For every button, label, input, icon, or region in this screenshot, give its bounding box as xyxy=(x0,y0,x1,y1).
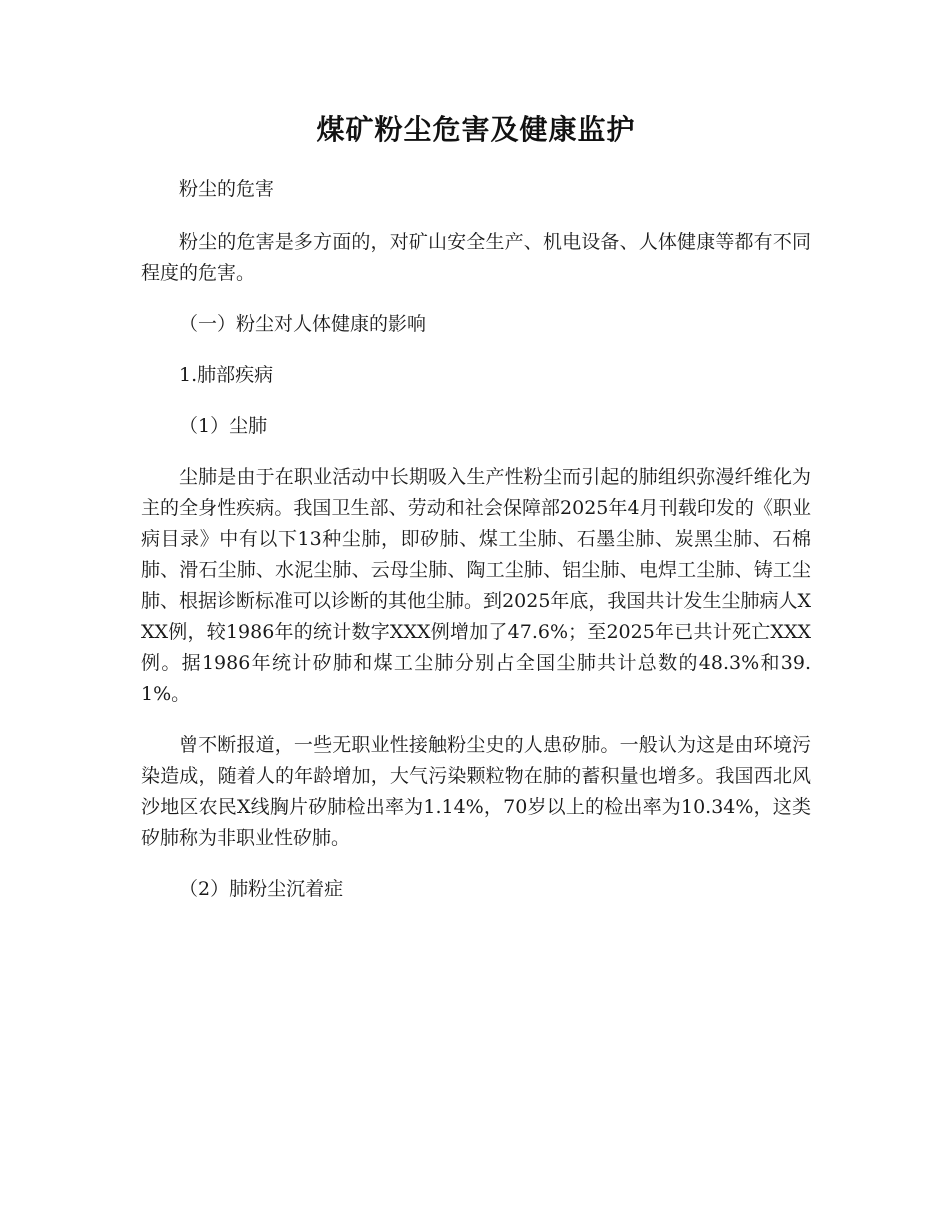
item-heading-pneumoconiosis: （1）尘肺 xyxy=(179,415,268,437)
non-occupational-paragraph: 曾不断报道，一些无职业性接触粉尘史的人患矽肺。一般认为这是由环境污染造成，随着人的年龄增加，大气污染颗粒物在肺的蓄积量也增多。我国西北风沙地区农民X线胸片矽肺检出率为1.14%，70岁以上的检出率为10.34%，这类矽肺称为非职业性矽肺。 xyxy=(141,734,811,849)
document-body xyxy=(141,108,811,925)
item-heading-dust-deposition: （2）肺粉尘沉着症 xyxy=(179,878,344,900)
pneumoconiosis-paragraph: 尘肺是由于在职业活动中长期吸入生产性粉尘而引起的肺组织弥漫纤维化为主的全身性疾病。我国卫生部、劳动和社会保障部2025年4月刊载印发的《职业病目录》中有以下13种尘肺，即矽肺、煤工尘肺、石墨尘肺、炭黑尘肺、石棉肺、滑石尘肺、水泥尘肺、云母尘肺、陶工尘肺、铝尘肺、电焊工尘肺、铸工尘肺、根据诊断标准可以诊断的其他尘肺。到2025年底，我国共计发生尘肺病人XXX例，较1986年的统计数字XXX例增加了47.6%；至2025年已共计死亡XXX例。据1986年统计矽肺和煤工尘肺分别占全国尘肺共计总数的48.3%和39.1%。 xyxy=(141,466,811,705)
intro-paragraph: 粉尘的危害是多方面的，对矿山安全生产、机电设备、人体健康等都有不同程度的危害。 xyxy=(141,231,811,284)
item-heading-lung-disease: 1.肺部疾病 xyxy=(179,364,274,386)
document-title: 煤矿粉尘危害及健康监护 xyxy=(316,113,636,146)
subsection-heading: （一）粉尘对人体健康的影响 xyxy=(179,313,427,335)
section-heading: 粉尘的危害 xyxy=(179,178,275,200)
